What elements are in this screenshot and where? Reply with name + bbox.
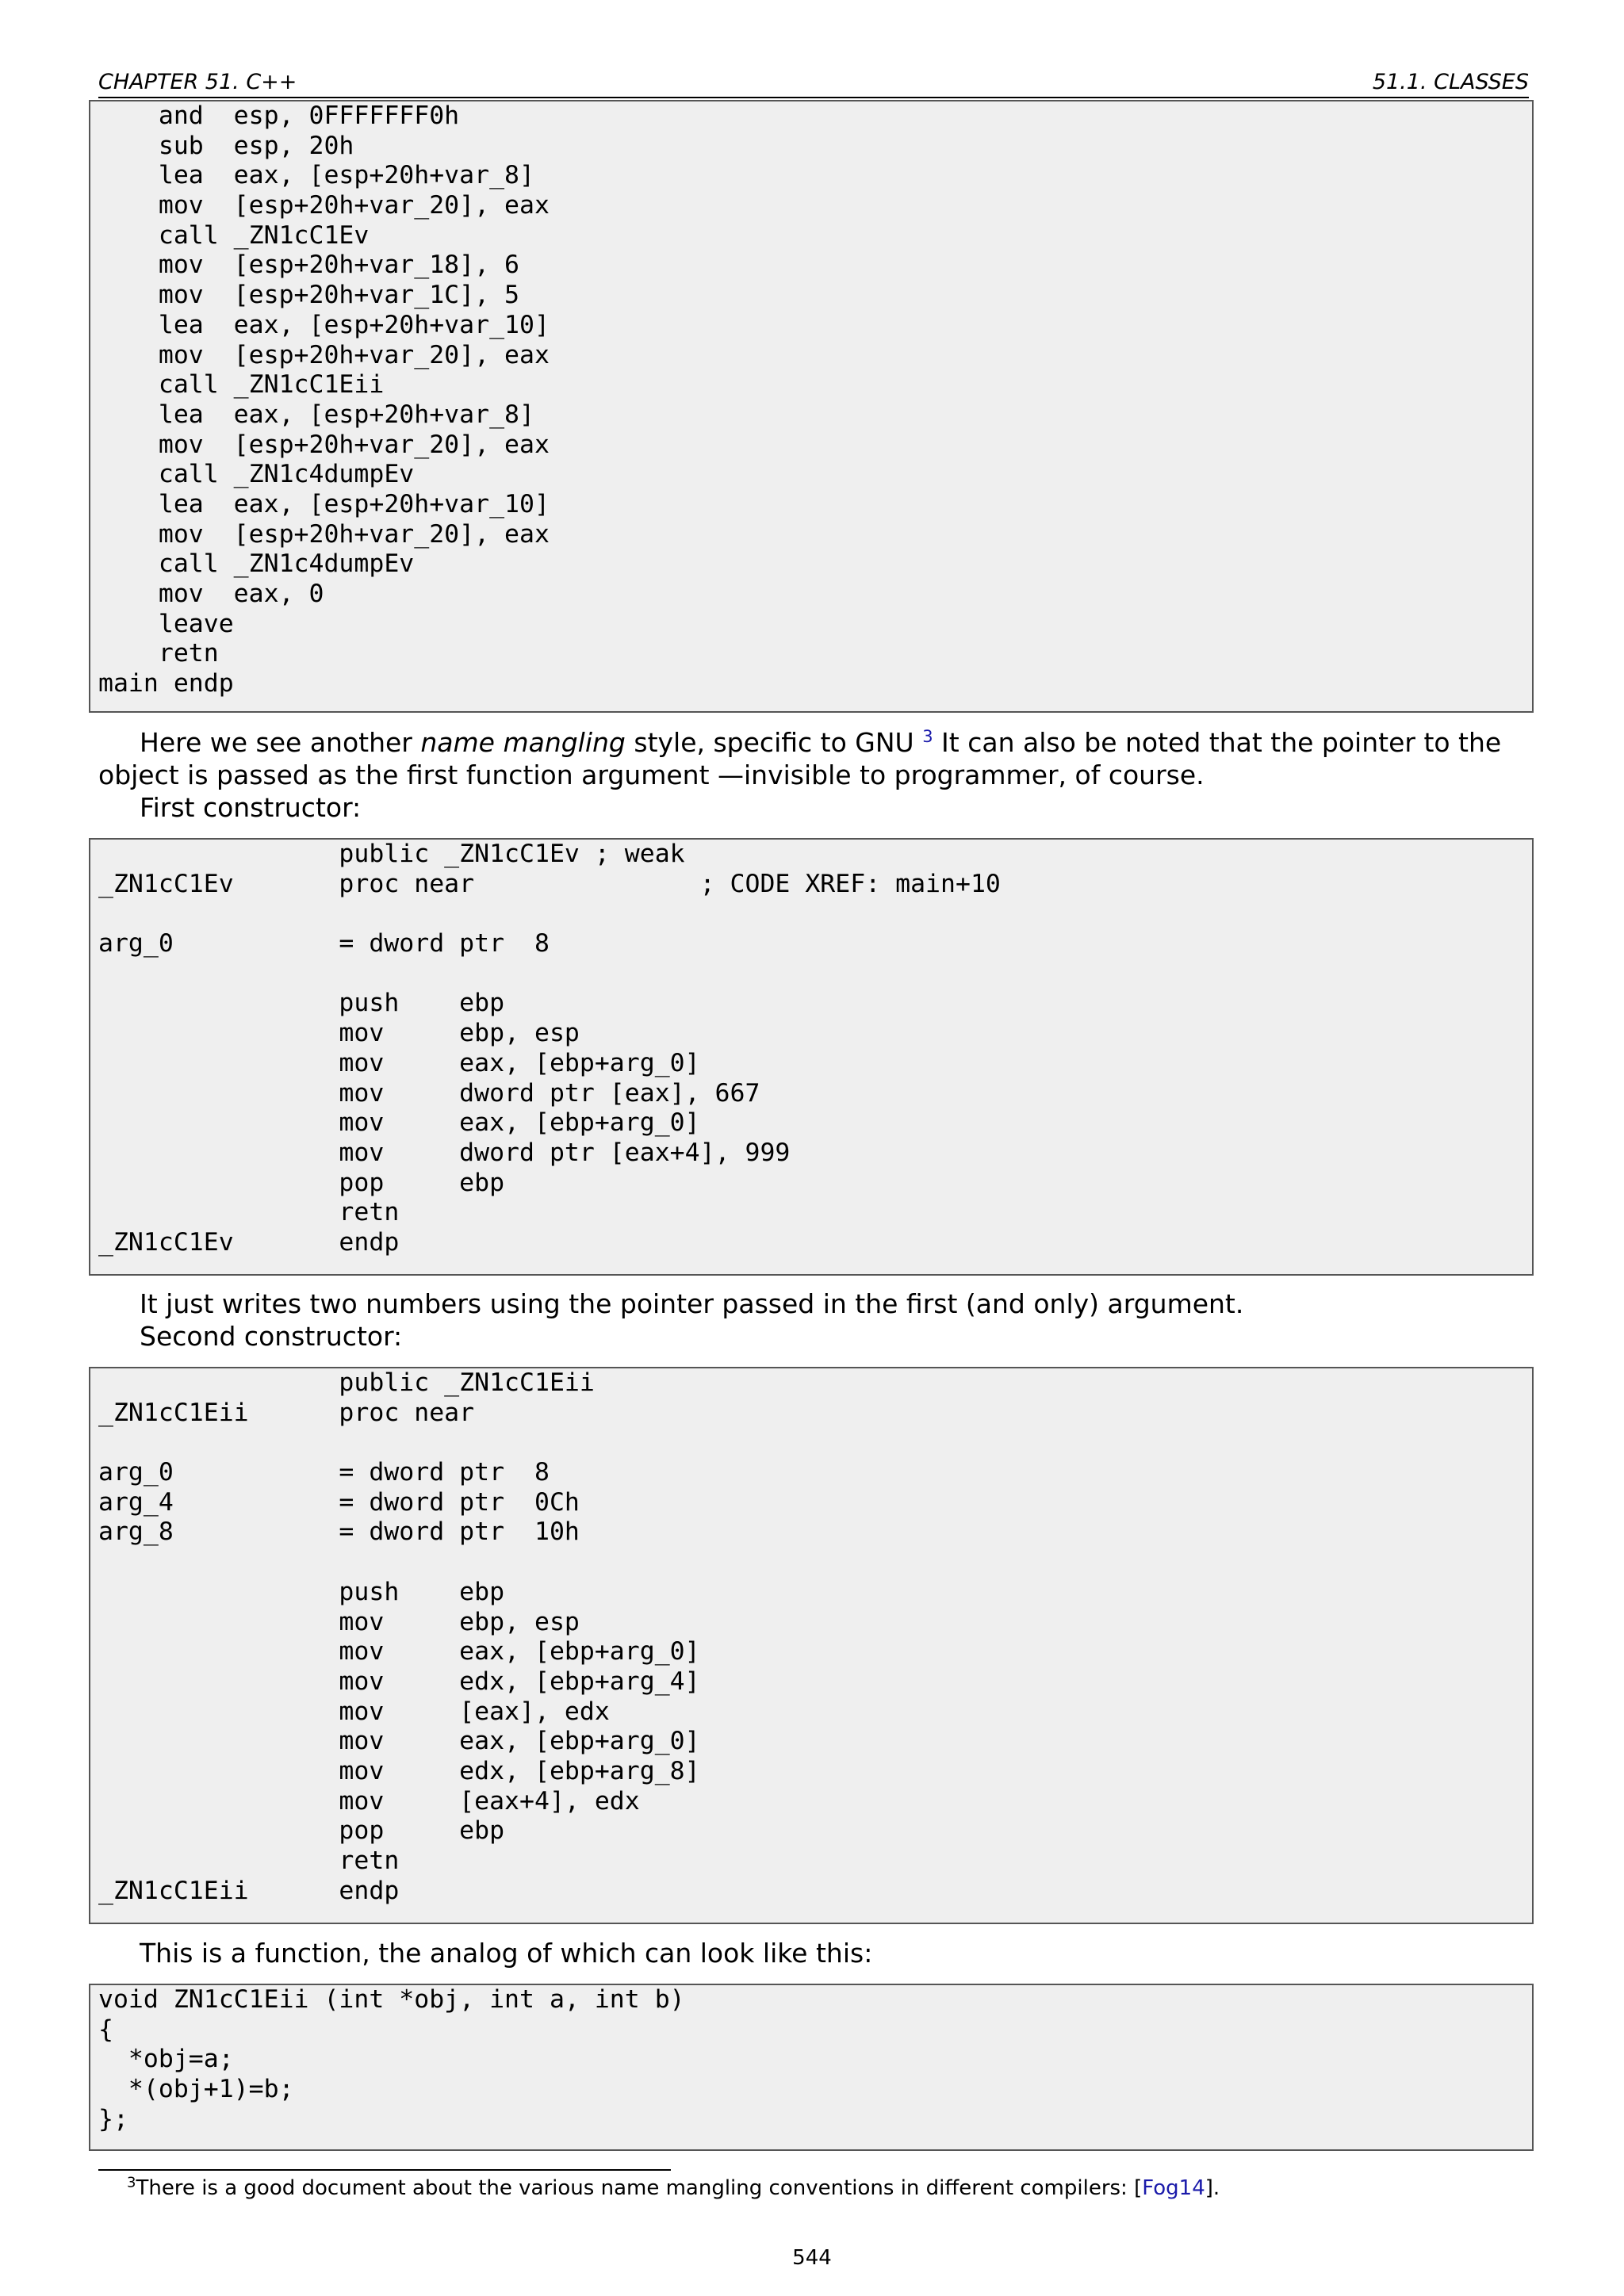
code-line: mov edx, [ebp+arg_4] bbox=[98, 1667, 700, 1696]
code-line: pop ebp bbox=[98, 1816, 505, 1846]
code-line: mov edx, [ebp+arg_8] bbox=[98, 1756, 700, 1785]
code-line: main endp bbox=[98, 669, 234, 698]
code-line bbox=[98, 1428, 1524, 1458]
section-title: 51.1. CLASSES bbox=[1372, 70, 1529, 94]
code-block-first-constructor bbox=[89, 838, 1534, 1276]
paragraph-constructor-description: It just writes two numbers using the pointer passed in the first (and only) argument. bbox=[140, 1288, 1244, 1319]
code-line: arg_0 = dword ptr 8 bbox=[98, 1458, 550, 1487]
code-line: }; bbox=[98, 2104, 128, 2133]
code-line: mov dword ptr [eax+4], 999 bbox=[98, 1138, 791, 1167]
code-line bbox=[98, 899, 1524, 929]
code-line: mov ebp, esp bbox=[98, 1607, 580, 1636]
footnote-divider bbox=[98, 2169, 671, 2171]
code-line: public _ZN1cC1Ev ; weak bbox=[98, 840, 685, 868]
code-line: retn bbox=[98, 1198, 400, 1227]
code-line: arg_0 = dword ptr 8 bbox=[98, 929, 550, 959]
chapter-title: CHAPTER 51. C++ bbox=[98, 70, 297, 94]
code-line: retn bbox=[98, 639, 219, 668]
paragraph-name-mangling: Here we see another name mangling style, specific to GNU $^3$ It can also be noted that the pointer to the object is passed as the first function argument —invisible to programmer, of course. bbox=[98, 727, 1502, 790]
code-line: mov [esp+20h+var_18], 6 bbox=[98, 251, 520, 280]
code-line: call _ZN1c4dumpEv bbox=[98, 460, 415, 489]
code-line: mov [esp+20h+var_20], eax bbox=[98, 191, 550, 220]
code-line: lea eax, [esp+20h+var_8] bbox=[98, 161, 534, 190]
code-line: sub esp, 20h bbox=[98, 131, 354, 160]
code-line: mov eax, [ebp+arg_0] bbox=[98, 1637, 700, 1667]
code-line: mov eax, 0 bbox=[98, 580, 324, 608]
code-line: mov ebp, esp bbox=[98, 1019, 580, 1048]
emphasis-name-mangling: name mangling bbox=[420, 727, 626, 758]
code-line: _ZN1cC1Ev endp bbox=[98, 1227, 400, 1257]
code-line: mov [esp+20h+var_1C], 5 bbox=[98, 281, 520, 310]
code-block-c-function bbox=[89, 1984, 1534, 2151]
footnote-ref[interactable]: 3 bbox=[922, 727, 933, 746]
code-line: _ZN1cC1Ev proc near ; CODE XREF: main+10 bbox=[98, 869, 1001, 898]
code-line: _ZN1cC1Eii endp bbox=[98, 1876, 400, 1905]
code-line: *obj=a; bbox=[98, 2045, 234, 2074]
code-line: and esp, 0FFFFFFF0h bbox=[98, 101, 460, 130]
code-block-main-tail bbox=[89, 100, 1534, 713]
code-line: leave bbox=[98, 609, 234, 638]
code-line: void ZN1cC1Eii (int *obj, int a, int b) bbox=[98, 1985, 685, 2014]
code-line: mov eax, [ebp+arg_0] bbox=[98, 1048, 700, 1077]
code-line: public _ZN1cC1Eii bbox=[98, 1368, 595, 1397]
footnote-mark: 3 bbox=[127, 2174, 136, 2191]
page-header bbox=[98, 68, 1529, 98]
code-line bbox=[98, 1548, 1524, 1578]
code-line: arg_8 = dword ptr 10h bbox=[98, 1517, 580, 1547]
paragraph-second-constructor: Second constructor: bbox=[140, 1321, 403, 1352]
citation-link-fog14[interactable]: Fog14 bbox=[1142, 2176, 1205, 2200]
code-line bbox=[98, 959, 1524, 989]
paragraph-analog: This is a function, the analog of which can look like this: bbox=[140, 1938, 873, 1969]
code-line: mov eax, [ebp+arg_0] bbox=[98, 1108, 700, 1138]
code-line: mov eax, [ebp+arg_0] bbox=[98, 1727, 700, 1756]
code-line: arg_4 = dword ptr 0Ch bbox=[98, 1487, 580, 1517]
code-line: lea eax, [esp+20h+var_10] bbox=[98, 310, 550, 339]
code-line: lea eax, [esp+20h+var_10] bbox=[98, 489, 550, 519]
code-line: mov dword ptr [eax], 667 bbox=[98, 1078, 760, 1108]
code-line: *(obj+1)=b; bbox=[98, 2075, 294, 2104]
code-block-second-constructor bbox=[89, 1367, 1534, 1924]
code-line: retn bbox=[98, 1846, 400, 1875]
footnote: $^3$There is a good document about the various name mangling conventions in different compilers: [Fog14]. bbox=[127, 2174, 1220, 2200]
code-line: call _ZN1c4dumpEv bbox=[98, 549, 415, 579]
code-line: _ZN1cC1Eii proc near bbox=[98, 1398, 475, 1427]
code-line: lea eax, [esp+20h+var_8] bbox=[98, 400, 534, 429]
code-line: push ebp bbox=[98, 989, 505, 1018]
page-number: 544 bbox=[792, 2246, 832, 2270]
code-line: call _ZN1cC1Ev bbox=[98, 220, 370, 250]
code-line: call _ZN1cC1Eii bbox=[98, 370, 385, 400]
code-line: mov [esp+20h+var_20], eax bbox=[98, 519, 550, 549]
code-line: mov [eax], edx bbox=[98, 1697, 610, 1726]
code-line: mov [esp+20h+var_20], eax bbox=[98, 340, 550, 369]
code-line: mov [eax+4], edx bbox=[98, 1786, 640, 1816]
code-line: mov [esp+20h+var_20], eax bbox=[98, 430, 550, 459]
code-line: { bbox=[98, 2015, 113, 2044]
paragraph-first-constructor: First constructor: bbox=[140, 792, 362, 823]
code-line: pop ebp bbox=[98, 1168, 505, 1197]
code-line: push ebp bbox=[98, 1577, 505, 1606]
